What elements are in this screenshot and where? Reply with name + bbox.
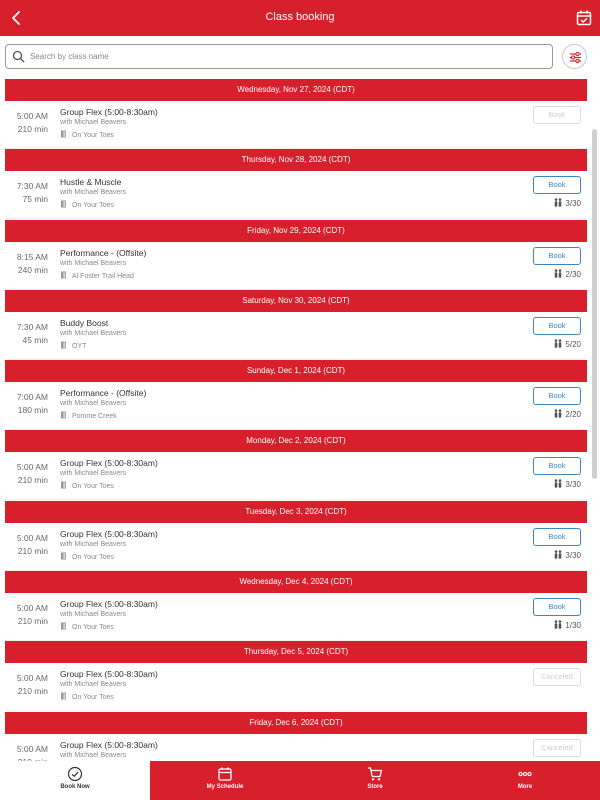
class-duration: 180 min xyxy=(17,405,48,416)
day-header: Wednesday, Dec 4, 2024 (CDT) xyxy=(5,571,587,593)
capacity xyxy=(553,479,581,489)
class-row[interactable] xyxy=(5,171,587,219)
class-instructor: with Michael Beavers xyxy=(60,540,127,548)
class-location-label: On Your Toes xyxy=(72,553,114,561)
people-icon xyxy=(553,620,563,629)
more-dots-icon xyxy=(517,766,533,782)
calendar-icon xyxy=(217,766,233,782)
door-icon xyxy=(60,622,68,630)
nav-label: Book Now xyxy=(60,784,90,790)
book-button[interactable]: Book xyxy=(533,598,581,616)
nav-label: My Schedule xyxy=(206,784,244,790)
people-icon xyxy=(553,269,563,278)
people-icon xyxy=(553,479,563,488)
capacity-count: 5/20 xyxy=(565,339,581,349)
class-duration: 210 min xyxy=(17,686,48,697)
class-instructor: with Michael Beavers xyxy=(60,119,127,126)
capacity xyxy=(553,409,581,419)
class-name: Group Flex (5:00-8:30am) xyxy=(60,669,158,680)
day-section xyxy=(5,641,587,711)
scrollbar-thumb[interactable] xyxy=(592,129,597,479)
class-instructor: with Michael Beavers xyxy=(60,400,127,408)
nav-more[interactable] xyxy=(450,761,600,800)
class-location-label: On Your Toes xyxy=(72,132,114,139)
capacity xyxy=(553,198,581,208)
class-name: Hustle & Muscle xyxy=(60,177,122,188)
class-row[interactable] xyxy=(5,593,587,641)
search-input[interactable] xyxy=(30,48,540,65)
nav-book-now[interactable] xyxy=(0,761,150,800)
capacity xyxy=(553,620,581,630)
class-name: Group Flex (5:00-8:30am) xyxy=(60,107,158,117)
class-row[interactable] xyxy=(5,523,587,571)
class-duration: 45 min xyxy=(22,334,48,345)
search-icon xyxy=(12,50,25,63)
class-name: Performance - (Offsite) xyxy=(60,388,147,399)
class-time: 5:00 AM xyxy=(16,743,48,754)
class-location-label: OYT xyxy=(72,342,87,350)
class-location-label: On Your Toes xyxy=(72,624,114,632)
class-instructor: with Michael Beavers xyxy=(60,470,127,478)
clock-check-icon xyxy=(67,766,83,782)
class-row[interactable] xyxy=(5,452,587,500)
book-button[interactable]: Book xyxy=(533,317,581,335)
class-row[interactable] xyxy=(5,242,587,290)
class-location-label: On Your Toes xyxy=(72,483,114,491)
class-instructor: with Michael Beavers xyxy=(60,259,127,267)
nav-label: Store xyxy=(367,784,383,790)
search-bar xyxy=(0,36,600,76)
class-list xyxy=(5,79,587,760)
class-duration: 75 min xyxy=(22,194,48,205)
book-button[interactable]: Book xyxy=(533,247,581,265)
book-button[interactable]: Book xyxy=(533,457,581,475)
day-header: Sunday, Dec 1, 2024 (CDT) xyxy=(5,360,587,382)
people-icon xyxy=(553,198,563,207)
class-location-label: On Your Toes xyxy=(72,694,114,702)
capacity xyxy=(553,339,581,349)
canceled-button[interactable]: Canceled xyxy=(533,668,581,686)
day-header: Wednesday, Nov 27, 2024 (CDT) xyxy=(5,79,587,101)
book-button[interactable]: Book xyxy=(533,387,581,405)
class-instructor: with Michael Beavers xyxy=(60,189,127,197)
door-icon xyxy=(60,411,68,419)
nav-store[interactable] xyxy=(300,761,450,800)
class-time: 5:00 AM xyxy=(16,603,48,614)
class-location xyxy=(60,692,114,701)
class-row[interactable] xyxy=(5,312,587,360)
class-instructor: with Michael Beavers xyxy=(60,751,127,759)
class-duration: 210 min xyxy=(17,124,48,134)
class-location xyxy=(60,200,114,209)
scrollbar[interactable] xyxy=(591,79,598,760)
class-duration: 210 min xyxy=(17,475,48,486)
search-box xyxy=(5,44,553,69)
people-icon xyxy=(553,550,563,559)
book-button[interactable]: Book xyxy=(533,106,581,124)
class-name: Group Flex (5:00-8:30am) xyxy=(60,599,158,610)
class-location xyxy=(60,552,114,561)
capacity-count: 3/30 xyxy=(565,199,581,209)
capacity-count: 3/30 xyxy=(565,480,581,490)
class-location-label: Al Foster Trail Head xyxy=(72,272,134,280)
class-location xyxy=(60,411,117,420)
class-location xyxy=(60,481,114,490)
people-icon xyxy=(553,339,563,348)
calendar-check-icon[interactable] xyxy=(575,9,593,27)
day-header: Thursday, Dec 5, 2024 (CDT) xyxy=(5,641,587,663)
class-time: 8:15 AM xyxy=(16,251,48,262)
class-name: Group Flex (5:00-8:30am) xyxy=(60,528,158,539)
door-icon xyxy=(60,130,68,138)
day-section xyxy=(5,430,587,500)
capacity-count: 3/30 xyxy=(565,550,581,560)
class-name: Group Flex (5:00-8:30am) xyxy=(60,739,158,750)
class-time: 7:30 AM xyxy=(16,181,48,192)
day-section xyxy=(5,571,587,641)
day-header: Friday, Dec 6, 2024 (CDT) xyxy=(5,712,587,734)
class-time: 5:00 AM xyxy=(16,532,48,543)
day-header: Tuesday, Dec 3, 2024 (CDT) xyxy=(5,501,587,523)
capacity-count: 2/20 xyxy=(565,410,581,420)
class-row[interactable] xyxy=(5,101,587,149)
day-section xyxy=(5,501,587,571)
door-icon xyxy=(60,271,68,279)
class-instructor: with Michael Beavers xyxy=(60,329,127,337)
class-row[interactable] xyxy=(5,663,587,711)
class-time: 5:00 AM xyxy=(16,462,48,473)
day-header: Saturday, Nov 30, 2024 (CDT) xyxy=(5,290,587,312)
door-icon xyxy=(60,481,68,489)
class-time: 5:00 AM xyxy=(16,111,48,121)
class-location-label: Pomme Creek xyxy=(72,413,117,421)
day-header: Thursday, Nov 28, 2024 (CDT) xyxy=(5,149,587,171)
day-section xyxy=(5,360,587,430)
class-duration: 240 min xyxy=(17,264,48,275)
canceled-button[interactable]: Canceled xyxy=(533,739,581,757)
class-location xyxy=(60,130,114,139)
class-time: 7:00 AM xyxy=(16,392,48,403)
bottom-nav xyxy=(0,761,600,800)
nav-my-schedule[interactable] xyxy=(150,761,300,800)
class-duration: 210 min xyxy=(17,616,48,627)
day-header: Friday, Nov 29, 2024 (CDT) xyxy=(5,220,587,242)
door-icon xyxy=(60,200,68,208)
class-instructor: with Michael Beavers xyxy=(60,681,127,689)
door-icon xyxy=(60,341,68,349)
class-location xyxy=(60,622,114,631)
class-time: 5:00 AM xyxy=(16,673,48,684)
door-icon xyxy=(60,692,68,700)
capacity xyxy=(553,269,581,279)
class-location-label: On Your Toes xyxy=(72,202,114,210)
cart-icon xyxy=(367,766,383,782)
day-section xyxy=(5,220,587,290)
day-section xyxy=(5,290,587,360)
book-button[interactable]: Book xyxy=(533,176,581,194)
capacity-count: 1/30 xyxy=(565,621,581,631)
people-icon xyxy=(553,409,563,418)
page-title: Class booking xyxy=(265,11,335,23)
capacity-count: 2/30 xyxy=(565,269,581,279)
day-header: Monday, Dec 2, 2024 (CDT) xyxy=(5,430,587,452)
class-duration: 210 min xyxy=(17,545,48,556)
class-location xyxy=(60,271,134,280)
class-time: 7:30 AM xyxy=(16,321,48,332)
nav-label: More xyxy=(517,784,533,790)
book-button[interactable]: Book xyxy=(533,528,581,546)
class-name: Group Flex (5:00-8:30am) xyxy=(60,458,158,469)
class-row[interactable] xyxy=(5,382,587,430)
class-name: Performance - (Offsite) xyxy=(60,247,147,258)
top-header xyxy=(0,0,600,36)
day-section xyxy=(5,79,587,149)
class-instructor: with Michael Beavers xyxy=(60,611,127,619)
filter-button[interactable] xyxy=(562,44,587,69)
class-location xyxy=(60,341,86,350)
class-name: Buddy Boost xyxy=(60,317,109,328)
capacity xyxy=(553,550,581,560)
day-section xyxy=(5,149,587,219)
filter-icon xyxy=(568,50,583,65)
door-icon xyxy=(60,552,68,560)
